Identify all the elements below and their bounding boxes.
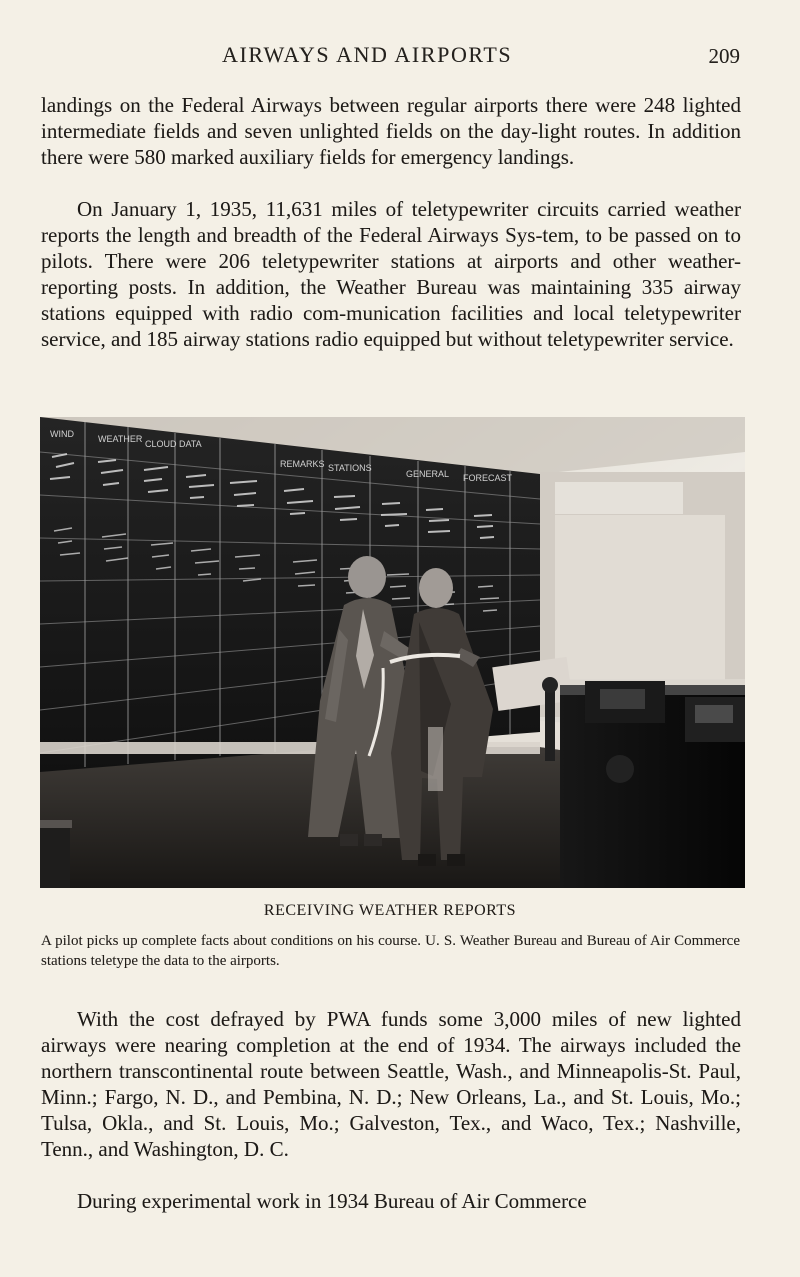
svg-text:STATIONS: STATIONS xyxy=(328,463,372,473)
svg-text:WEATHER: WEATHER xyxy=(98,434,143,444)
running-header xyxy=(0,38,800,74)
svg-text:REMARKS: REMARKS xyxy=(280,459,325,469)
svg-text:WIND: WIND xyxy=(50,429,74,439)
svg-text:CLOUD DATA: CLOUD DATA xyxy=(145,439,202,449)
paragraph-1: landings on the Federal Airways between regular airports there were 248 lighted intermediate fields and seven unlighted fields on the day-light routes. In addition there were 580 marked auxiliary fields for emergency landings. xyxy=(41,93,741,169)
photo-illustration xyxy=(40,417,745,888)
paragraph-3: With the cost defrayed by PWA funds some 3,000 miles of new lighted airways were nearing completion at the end of 1934. The airways included the northern transcontinental route between Seattle, Wash., and Minneapolis-St. Paul, Minn.; Fargo, N. D., and Pembina, N. D.; New Orleans, La., and St. Louis, Mo.; Tulsa, Okla., and St. Louis, Mo.; Galveston, Tex., and Waco, Tex.; Nashville, Tenn., and Washington, D. C. xyxy=(41,1007,741,1161)
svg-text:FORECAST: FORECAST xyxy=(463,473,513,483)
running-title: AIRWAYS AND AIRPORTS xyxy=(222,42,513,67)
page-number: 209 xyxy=(708,44,740,68)
figure-caption-title: RECEIVING WEATHER REPORTS xyxy=(263,902,517,919)
figure-caption-text: A pilot picks up complete facts about conditions on his course. U. S. Weather Bureau and Bureau of Air Commerce stations teletype the data to the airports. xyxy=(41,933,740,969)
weather-reports-photo xyxy=(40,417,745,888)
paragraph-2: On January 1, 1935, 11,631 miles of teletypewriter circuits carried weather reports the length and breadth of the Federal Airways Sys-tem, to be passed on to pilots. There were 206 teletypewriter stations at airports and other weather-reporting posts. In addition, the Weather Bureau was maintaining 335 airway stations equipped with radio com-munication facilities and local teletypewriter service, and 185 airway stations radio equipped but without teletypewriter service. xyxy=(41,197,741,351)
paragraph-4: During experimental work in 1934 Bureau of Air Commerce xyxy=(77,1189,587,1213)
svg-text:GENERAL: GENERAL xyxy=(406,469,450,479)
